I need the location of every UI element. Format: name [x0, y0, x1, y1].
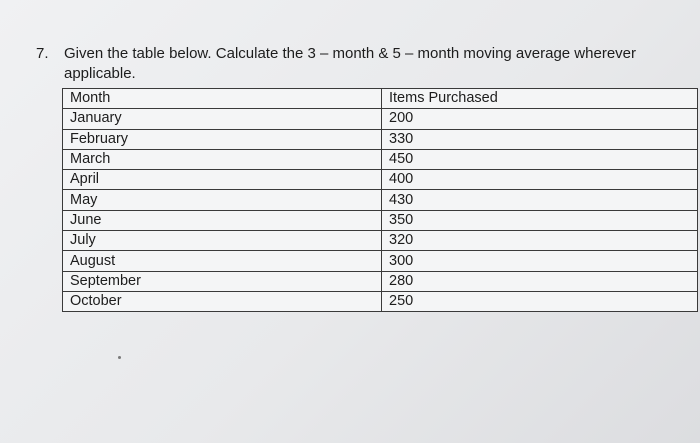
month-cell: October — [63, 291, 382, 311]
items-cell: 430 — [382, 190, 698, 210]
table-row — [63, 109, 698, 129]
table-row — [63, 170, 698, 190]
header-items-purchased: Items Purchased — [382, 89, 698, 109]
table-row — [63, 149, 698, 169]
items-cell: 330 — [382, 129, 698, 149]
purchases-table — [62, 88, 698, 312]
month-cell: May — [63, 190, 382, 210]
table-row — [63, 210, 698, 230]
question-number: 7. — [36, 45, 49, 62]
header-month: Month — [63, 89, 382, 109]
items-cell: 200 — [382, 109, 698, 129]
month-cell: March — [63, 149, 382, 169]
month-cell: August — [63, 251, 382, 271]
table-row — [63, 271, 698, 291]
month-cell: April — [63, 170, 382, 190]
table-row — [63, 291, 698, 311]
items-cell: 280 — [382, 271, 698, 291]
items-cell: 300 — [382, 251, 698, 271]
items-cell: 350 — [382, 210, 698, 230]
items-cell: 320 — [382, 231, 698, 251]
month-cell: June — [63, 210, 382, 230]
items-cell: 250 — [382, 291, 698, 311]
month-cell: January — [63, 109, 382, 129]
table-row — [63, 190, 698, 210]
month-cell: February — [63, 129, 382, 149]
question-text: Given the table below. Calculate the 3 – month & 5 – month moving average wherever applicable. — [64, 45, 636, 82]
items-cell: 450 — [382, 149, 698, 169]
items-cell: 400 — [382, 170, 698, 190]
table-header-row — [63, 89, 698, 109]
table-row — [63, 129, 698, 149]
paper-speck — [118, 356, 121, 359]
table-row — [63, 231, 698, 251]
month-cell: September — [63, 271, 382, 291]
month-cell: July — [63, 231, 382, 251]
table-row — [63, 251, 698, 271]
